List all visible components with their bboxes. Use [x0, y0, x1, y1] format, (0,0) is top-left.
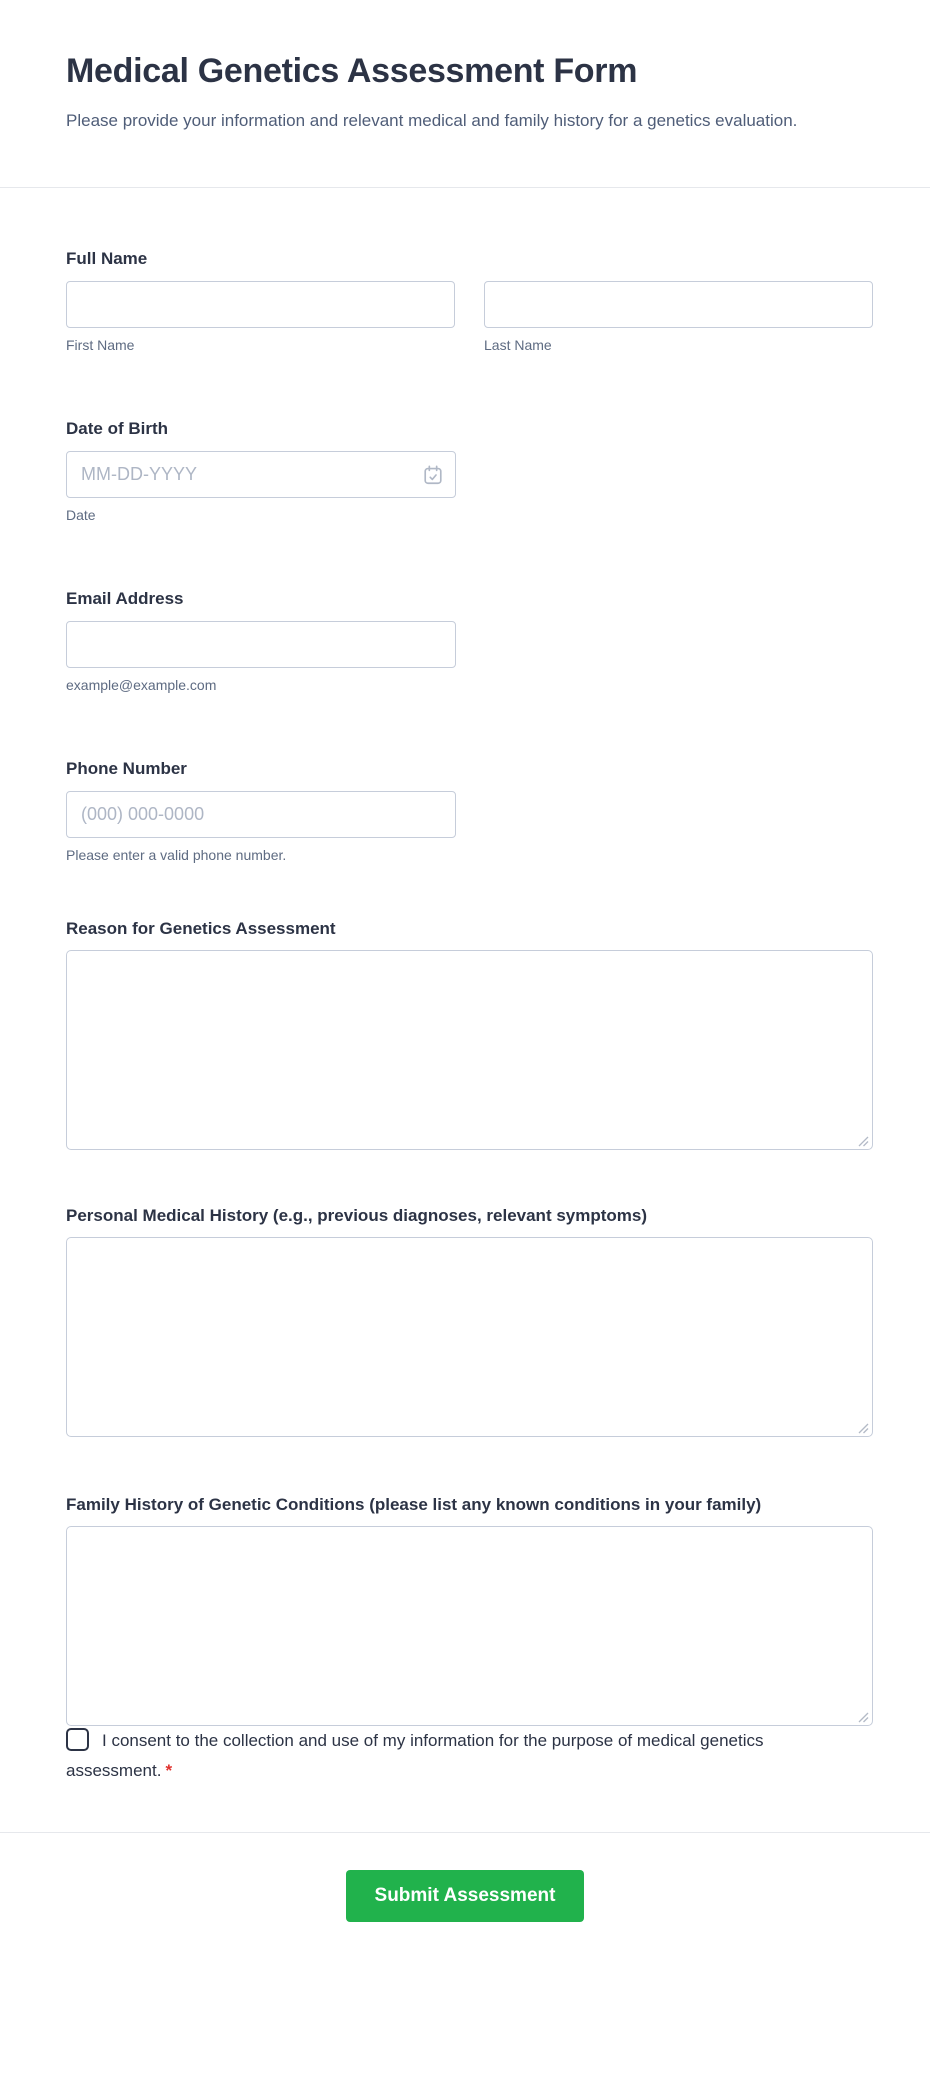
resize-handle-icon[interactable]	[857, 1710, 869, 1722]
last-name-sublabel: Last Name	[484, 337, 552, 353]
first-name-input[interactable]	[66, 281, 455, 328]
family-history-textarea-wrap	[66, 1526, 873, 1726]
full-name-label: Full Name	[66, 249, 148, 268]
reason-label: Reason for Genetics Assessment	[66, 919, 336, 938]
calendar-picker-button[interactable]	[422, 464, 444, 486]
first-name-sublabel: First Name	[66, 337, 135, 353]
consent-checkbox[interactable]	[66, 1728, 89, 1751]
phone-input[interactable]	[66, 791, 456, 838]
reason-textarea[interactable]	[66, 950, 873, 1150]
consent-row[interactable]	[66, 1731, 763, 1780]
personal-history-textarea-wrap	[66, 1237, 873, 1437]
calendar-check-icon	[422, 464, 444, 486]
dob-input-wrap	[66, 451, 456, 498]
field-personal-history	[66, 1205, 873, 1437]
personal-history-label: Personal Medical History (e.g., previous diagnoses, relevant symptoms)	[66, 1206, 648, 1225]
consent-label: I consent to the collection and use of my information for the purpose of medical genetics assessment.	[66, 1731, 764, 1780]
form-header	[0, 0, 930, 188]
resize-handle-icon[interactable]	[857, 1134, 869, 1146]
dob-input[interactable]	[66, 451, 456, 498]
submit-button[interactable]: Submit Assessment	[346, 1870, 585, 1922]
page-title: Medical Genetics Assessment Form	[66, 52, 638, 90]
email-input[interactable]	[66, 621, 456, 668]
form-body	[0, 188, 930, 1786]
form-footer	[0, 1832, 930, 1973]
last-name-input[interactable]	[484, 281, 873, 328]
field-date-of-birth	[66, 418, 873, 524]
last-name-col	[484, 281, 873, 354]
email-hint: example@example.com	[66, 677, 217, 693]
field-phone	[66, 758, 873, 864]
dob-sublabel: Date	[66, 507, 96, 523]
phone-label: Phone Number	[66, 759, 187, 778]
first-name-col	[66, 281, 455, 354]
form-subtitle: Please provide your information and relevant medical and family history for a genetics evaluation.	[66, 111, 798, 130]
name-row	[66, 281, 873, 354]
email-label: Email Address	[66, 589, 184, 608]
field-full-name	[66, 248, 873, 354]
resize-handle-icon[interactable]	[857, 1421, 869, 1433]
dob-label: Date of Birth	[66, 419, 168, 438]
field-reason	[66, 918, 873, 1150]
field-email	[66, 588, 873, 694]
family-history-textarea[interactable]	[66, 1526, 873, 1726]
family-history-label: Family History of Genetic Conditions (please list any known conditions in your family)	[66, 1495, 762, 1514]
personal-history-textarea[interactable]	[66, 1237, 873, 1437]
field-family-history	[66, 1494, 873, 1726]
phone-hint: Please enter a valid phone number.	[66, 847, 287, 863]
reason-textarea-wrap	[66, 950, 873, 1150]
required-asterisk: *	[165, 1761, 173, 1780]
